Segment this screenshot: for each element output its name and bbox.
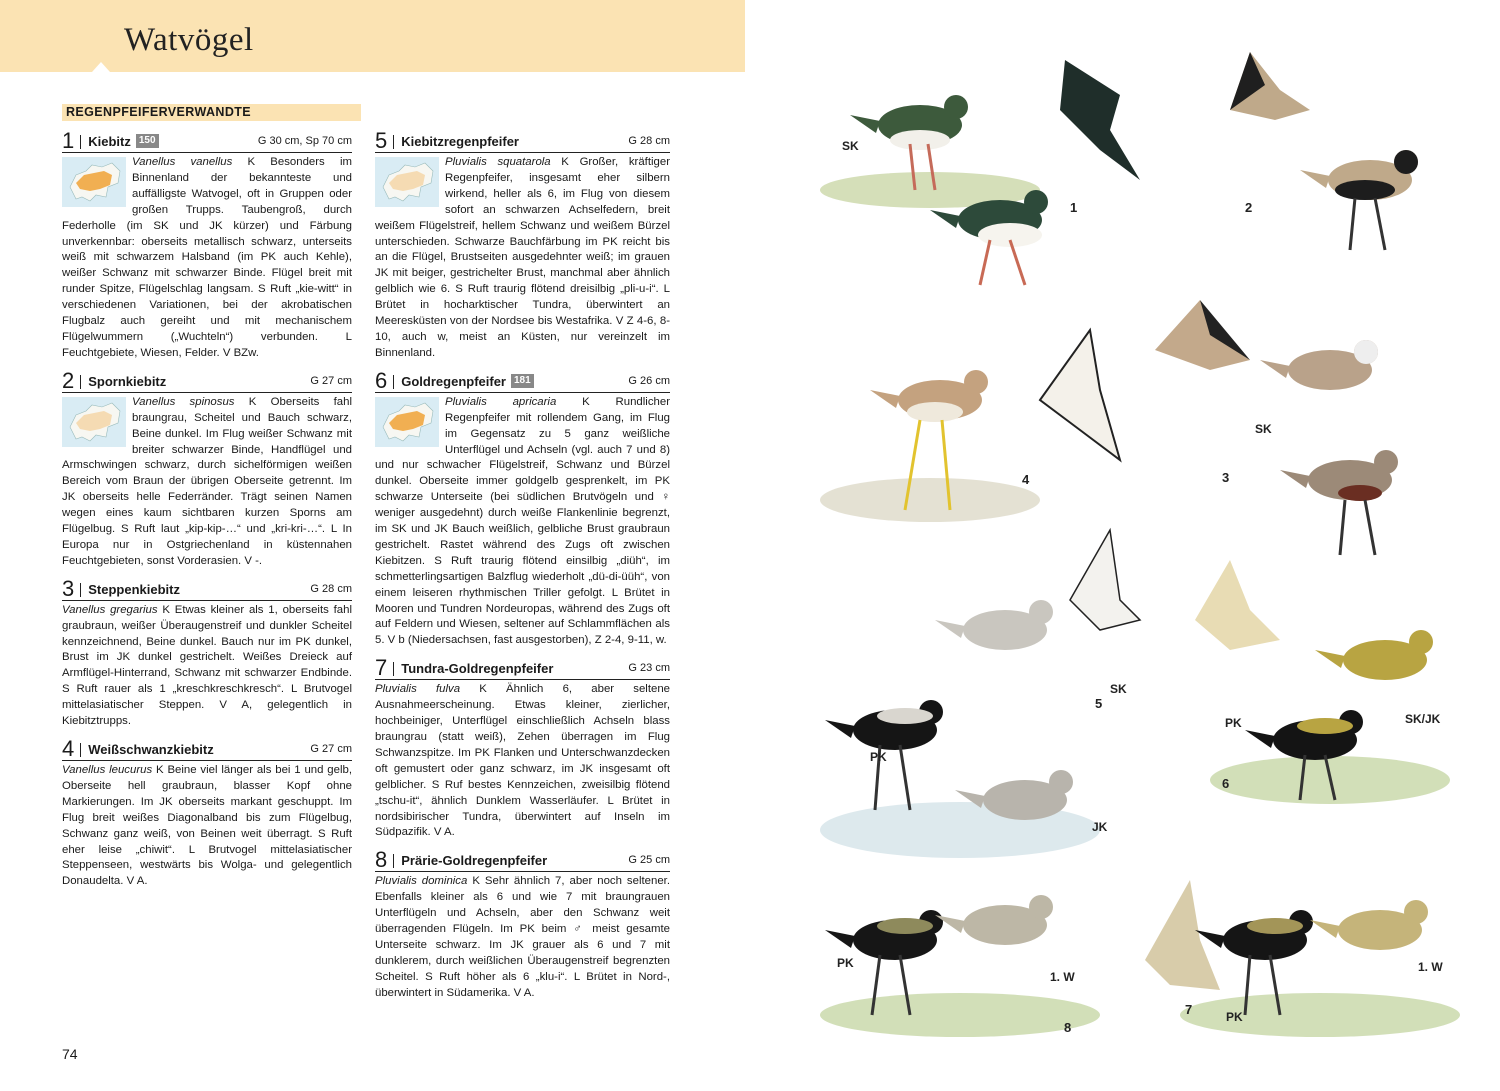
plate-tundra-goldregenpfeifer <box>1145 880 1460 1037</box>
size-info: G 26 cm <box>628 374 670 387</box>
entry-heading <box>375 847 670 872</box>
plate-number-7: 7 <box>1185 1002 1193 1017</box>
plate-number-1: 1 <box>1070 200 1078 215</box>
species-description <box>62 155 352 362</box>
bird-plates-svg <box>810 40 1470 1055</box>
plate-label-pk7: PK <box>1226 1010 1243 1024</box>
entry-number: 7 <box>375 655 388 681</box>
divider <box>80 135 81 149</box>
plate-number-8: 8 <box>1064 1020 1072 1035</box>
page-title: Watvögel <box>124 22 254 58</box>
species-entry-3 <box>62 576 352 730</box>
plate-number-3: 3 <box>1222 470 1230 485</box>
header-notch <box>92 62 110 72</box>
species-entry-8 <box>375 847 670 1001</box>
plate-label-pk5: PK <box>870 750 887 764</box>
plate-kiebitzregenpfeifer <box>820 530 1140 858</box>
entry-number: 3 <box>62 575 75 601</box>
size-info: G 27 cm <box>310 743 352 756</box>
entry-number: 1 <box>62 128 75 153</box>
divider <box>393 854 394 868</box>
plate-label-sk3: SK <box>1255 422 1272 436</box>
divider <box>80 583 81 597</box>
species-description <box>375 155 670 362</box>
plate-label-w8: 1. W <box>1050 970 1075 984</box>
plate-kiebitz <box>820 60 1140 285</box>
scientific-name: Vanellus gregarius <box>62 603 158 616</box>
entry-number: 4 <box>62 736 75 761</box>
section-heading: REGENPFEIFERVERWANDTE <box>62 104 361 121</box>
entry-heading <box>62 368 352 393</box>
entry-number: 5 <box>375 128 388 153</box>
plate-label-sk1: SK <box>842 139 859 153</box>
text-column-left <box>62 128 352 896</box>
size-info: G 28 cm <box>310 582 352 595</box>
species-description <box>62 603 352 730</box>
species-name: Steppenkiebitz <box>88 581 180 597</box>
scientific-name: Vanellus spinosus <box>132 395 235 408</box>
entry-number: 2 <box>62 367 75 393</box>
plate-steppenkiebitz <box>1155 300 1398 555</box>
species-description <box>62 763 352 890</box>
plate-number-5: 5 <box>1095 696 1103 711</box>
entry-heading <box>62 128 352 153</box>
size-info: G 27 cm <box>310 374 352 387</box>
species-entry-1 <box>62 128 352 362</box>
scientific-name: Pluvialis squatarola <box>445 156 551 168</box>
entry-number: 8 <box>375 847 388 873</box>
description-text: K Ähnlich 6, aber seltene Ausnahmeerscheinung. Etwas kleiner, zierlicher, hochbeiniger, Unterflügel einschließlich Achseln blass braungrau (statt weiß), Zehen überragen im Flug Schwanzspitze. Im PK Flanken und Unterschwanzdecken oft gemustert oder ganz schwarz, im JK insgesamt oft gelblicher. S Ruf bestes Kennzeichen, zweisilbig flötend „tschu-it“, ähnlich Dunklem Wasserläufer. L Brütet in nordsibirischer Tundra, überwintert auf Inseln im Südpazifik. V A. <box>375 683 670 839</box>
range-map-icon <box>62 397 126 447</box>
entry-heading <box>62 576 352 601</box>
species-entry-5 <box>375 128 670 362</box>
page-ref-badge: 150 <box>136 134 159 148</box>
plate-label-jk5: JK <box>1092 820 1108 834</box>
species-name: Weißschwanzkiebitz <box>88 742 214 758</box>
text-column-right <box>375 128 670 1008</box>
entry-heading <box>62 736 352 761</box>
plate-label-w7: 1. W <box>1418 960 1443 974</box>
plate-number-2: 2 <box>1245 200 1253 215</box>
species-entry-7 <box>375 655 670 841</box>
species-name: Spornkiebitz <box>88 373 167 389</box>
species-name: Goldregenpfeifer <box>401 373 506 389</box>
size-info: G 25 cm <box>628 854 670 867</box>
species-name: Tundra-Goldregenpfeifer <box>401 661 554 677</box>
species-name: Prärie-Goldregenpfeifer <box>401 853 548 869</box>
plate-label-sk5: SK <box>1110 682 1127 696</box>
species-description <box>375 874 670 1001</box>
page-ref-badge: 181 <box>511 374 534 388</box>
scientific-name: Pluvialis fulva <box>375 683 461 696</box>
plate-label-skjk6: SK/JK <box>1405 712 1441 726</box>
species-name: Kiebitzregenpfeifer <box>401 134 519 150</box>
divider <box>80 375 81 389</box>
chapter-header <box>0 0 745 72</box>
species-description <box>375 395 670 650</box>
entry-heading <box>375 655 670 680</box>
description-text: K Oberseits fahl braungrau, Scheitel und Bauch schwarz, Beine dunkel. Im Flug weißer Schwanz mit breiter schwarzer Binde, Handflügel und Armschwingen schwarz, durch sichelförmigen weißen Bereich vom Braun der übrigen Oberseite getrennt. Im JK oberseits helle Federränder. Trägt seinen Namen wegen eines kaum sichtbaren kurzen Sporns am Flügelbug. S Ruft laut „kip-kip-…“ und „kri-kri-…“. L In Europa nur in Ostgriechenland in küstennahen Feuchtgebieten, sonst Vorderasien. V -. <box>62 395 352 567</box>
entry-heading <box>375 128 670 153</box>
description-text: K Etwas kleiner als 1, oberseits fahl graubraun, weißer Überaugenstreif und dunkler Scheitel kennzeichnend, Beine dunkel. Bauch nur im PK dunkel, Brust im JK dunkel gestrichelt. Weißes Dreieck auf Armflügel-Hinterrand, Schwanz mit schwarzer Endbinde. S Ruft rauer als 1 „kreschkreschkresch“. L Brutvogel mittelasiatischer Steppen. V A, gelegentlich in Kiebitztrupps. <box>62 603 352 728</box>
size-info: G 30 cm, Sp 70 cm <box>257 135 352 148</box>
species-entry-2 <box>62 368 352 570</box>
range-map-icon <box>375 397 439 447</box>
scientific-name: Vanellus leucurus <box>62 764 153 776</box>
species-description <box>375 682 670 841</box>
size-info: G 28 cm <box>628 135 670 148</box>
range-map-icon <box>62 157 126 207</box>
plate-label-pk8: PK <box>837 956 854 970</box>
plate-number-6: 6 <box>1222 776 1230 791</box>
entry-number: 6 <box>375 367 388 393</box>
scientific-name: Pluvialis apricaria <box>445 395 557 408</box>
description-text: K Rundlicher Regenpfeifer mit rollendem Gang, im Flug im Gegensatz zu 5 ganz weißliche Unterflügel und Achseln (vgl. auch 7 und 8) und nur schwacher Flügelstreif, Schwanz und Bürzel dunkel. Oberseite immer goldgelb gesprenkelt, im PK schwarze Unterseite (bei südlichen Brutvögeln und ♀ weniger ausgedehnt) durch weiße Flankenlinie begrenzt, im SK und JK Bauch weißlich, gelbliche Brust graubraun gestrichelt. Rastet während des Zugs oft zwischen Kiebitzen. S Ruft traurig flötend einsilbig „diüh“, im schmetterlingsartigen Balzflug wiederholt „dü-di-üüh“, von einem leiseren rhythmischen Triller gefolgt. L Brütet in Mooren und Tundren Nordeuropas, während des Zugs oft auf Feldern und Wiesen, seltener auf Schlammflächen als 5. V b (Niedersachsen, fast ausgestorben), Z 2-4, 9-11, w. <box>375 395 670 647</box>
entry-heading <box>375 368 670 393</box>
species-entry-4 <box>62 736 352 890</box>
plate-weissschwanzkiebitz <box>820 330 1120 522</box>
illustration-plates <box>810 40 1470 1055</box>
plate-goldregenpfeifer <box>1195 560 1450 804</box>
description-text: K Beine viel länger als bei 1 und gelb, Oberseite hell graubraun, blasser Kopf ohne Markierungen. Im JK oberseits markant geschuppt. Im Flug breit weißes Diagonalband bis zum Flügelbug, Schwanz ganz weiß, von Beinen weit überragt. S Ruft eher leise „chiwit“. L Brutvogel mittelasiatischer Steppenseen, westwärts bis Wolga- und gelegentlich Donaudelta. V A. <box>62 764 352 888</box>
description-text: K Sehr ähnlich 7, aber noch seltener. Ebenfalls kleiner als 6 und wie 7 mit braungrauen Unterflügeln und Achseln, aber den Schwanz weit überragenden Flügeln. Im PK beim ♂ meist gesamte Unterseite schwarz. Im JK grauer als 6 und 7 mit dunklerem, durch weißlichen Überaugenstreif begrenzten Scheitel. S Ruft höher als 6 „klu-i“. L Brütet in Nord-, überwintert in Südamerika. V A. <box>375 875 670 999</box>
divider <box>393 135 394 149</box>
scientific-name: Vanellus vanellus <box>132 156 233 168</box>
plate-spornkiebitz <box>1230 52 1418 250</box>
description-text: K Besonders im Binnenland der bekannteste und auffälligste Watvogel, oft in Gruppen oder großen Trupps. Taubengroß, durch Federholle (im SK und JK kürzer) und Färbung unverkennbar: oberseits metallisch schwarz, unterseits weiß mit schwarzem Halsband (im PK auch Kehle), weißer Schwanz mit schwarzer Binde. Flügel breit mit runder Spitze, Flügelschlag langsam. S Ruft „kie-witt“ in verschiedenen Variationen, bei der akrobatischen Flugbalz auch gereiht und mit mechanischem Flügelwummern („Wuchteln“) verbunden. L Feuchtgebiete, Wiesen, Felder. V BZw. <box>62 156 352 359</box>
description-text: K Großer, kräftiger Regenpfeifer, insgesamt eher silbern wirkend, heller als 6, im Flug von diesem sofort an schwarzen Achselfedern, breit weißem Flügelstreif, hellem Schwanz und weißem Bürzel unterschieden. Schwarze Bauchfärbung im PK reicht bis an die Flügel, Brustseiten ausgedehnter weiß; im grauen JK mit beiger, gestrichelter Brust, manchmal aber ähnlich gelblich wie 6. S Ruft traurig flötend dreisilbig „pli-u-i“. L Brütet in hocharktischer Tundra, überwintert an Meeresküsten von der Nordsee bis Westafrika. V Z 4-6, 8-10, auch w, meist an Küsten, nur vereinzelt im Binnenland. <box>375 156 670 359</box>
scientific-name: Pluvialis dominica <box>375 875 468 888</box>
plate-praerie-goldregenpfeifer <box>820 895 1100 1037</box>
species-description <box>62 395 352 570</box>
size-info: G 23 cm <box>628 662 670 675</box>
range-map-icon <box>375 157 439 207</box>
divider <box>393 662 394 676</box>
plate-label-pk6: PK <box>1225 716 1242 730</box>
plate-number-4: 4 <box>1022 472 1030 487</box>
divider <box>80 743 81 757</box>
species-entry-6 <box>375 368 670 650</box>
divider <box>393 375 394 389</box>
page-number: 74 <box>62 1046 78 1062</box>
species-name: Kiebitz <box>88 134 131 150</box>
